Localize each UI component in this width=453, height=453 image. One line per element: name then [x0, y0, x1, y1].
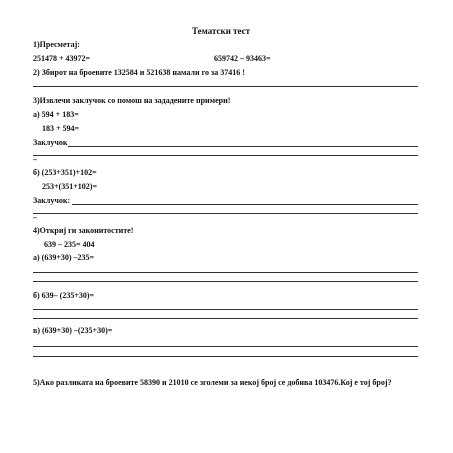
q3-a-line2: 183 + 594=	[42, 124, 80, 133]
answer-line	[33, 356, 418, 357]
answer-line	[68, 146, 418, 147]
q3-dash-2: –	[33, 213, 37, 222]
answer-line	[33, 346, 418, 347]
answer-line	[33, 213, 418, 214]
q1-heading: 1)Пресметај:	[33, 40, 80, 49]
answer-line	[33, 272, 418, 273]
answer-line	[33, 86, 418, 87]
q4-given-example: 639 – 235= 404	[44, 240, 95, 249]
answer-line	[72, 204, 418, 205]
q2-text: 2) Збирот на броевите 132584 и 521638 намали го за 37416 !	[33, 68, 245, 77]
page-title: Тематски тест	[192, 26, 251, 36]
q1-expression-a: 251478 + 43972=	[33, 54, 91, 63]
q5-text: 5)Ако разликата на броевите 58390 и 21010 се зголеми за некој број се добива 103476.Кој е тој број?	[33, 378, 392, 387]
answer-line	[33, 281, 418, 282]
q3-b-line2: 253+(351+102)=	[42, 182, 98, 191]
answer-line	[33, 309, 418, 310]
q4-b: б) 639– (235+30)=	[33, 291, 95, 300]
q3-b-conclusion-label: Заклучок:	[33, 196, 71, 205]
q4-c: в) (639+30) –(235+30)=	[33, 326, 113, 335]
q3-a-line1: а) 594 + 183=	[33, 110, 79, 119]
q4-heading: 4)Откриј ги законитостите!	[33, 226, 134, 235]
q4-a: а) (639+30) –235=	[33, 253, 95, 262]
q1-expression-b: 659742 – 93463=	[214, 54, 271, 63]
q3-heading: 3)Извлечи заклучок со помош на зададените примери!	[33, 96, 231, 105]
q3-dash-1: –	[33, 155, 37, 164]
q3-b-line1: б) (253+351)+102=	[33, 168, 97, 177]
q3-a-conclusion-label: Заклучок	[33, 138, 68, 147]
answer-line	[33, 318, 418, 319]
answer-line	[33, 155, 418, 156]
